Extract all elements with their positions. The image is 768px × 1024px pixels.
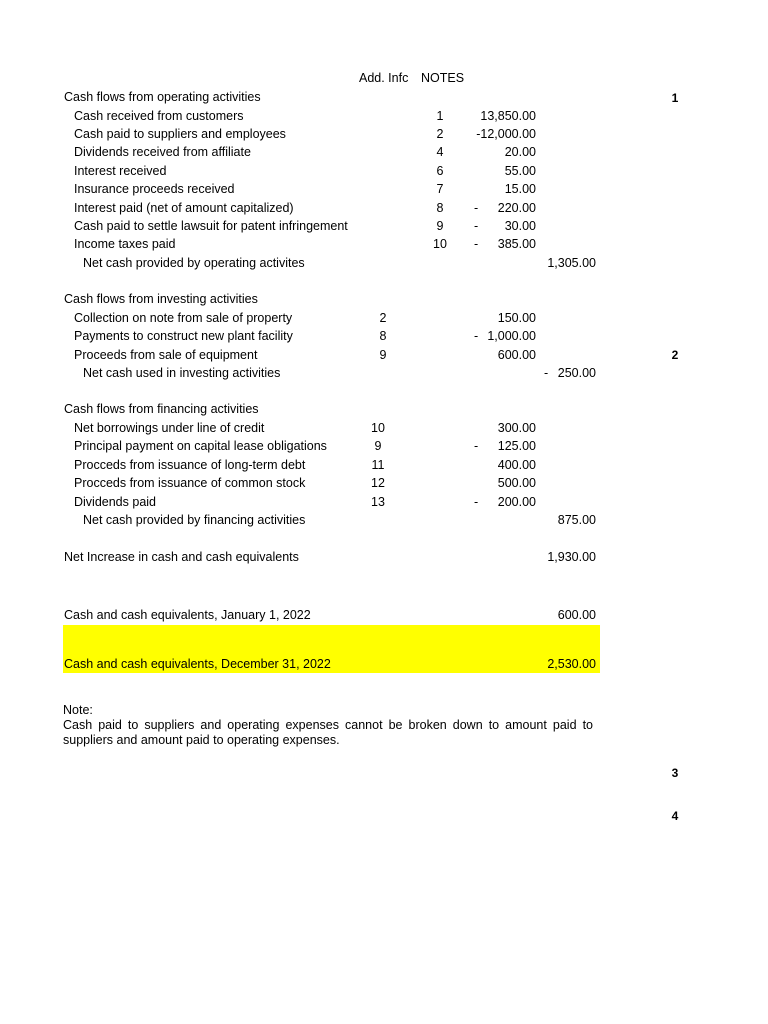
financing-row-label: Dividends paid [74, 494, 156, 509]
financing-row-label: Procceds from issuance of long-term debt [74, 457, 306, 472]
operating-row [0, 125, 768, 143]
investing-section-title: Cash flows from investing activities [64, 292, 258, 306]
cash-begin-label: Cash and cash equivalents, January 1, 2022 [64, 608, 311, 622]
operating-row-note: 7 [436, 182, 444, 197]
operating-row-sign: - [474, 237, 479, 252]
operating-row-amount: 220.00 [497, 200, 536, 215]
financing-row [0, 456, 768, 474]
investing-row-label: Collection on note from sale of property [74, 311, 293, 325]
financing-row-note: 12 [371, 476, 385, 491]
operating-row-label: Cash paid to suppliers and employees [74, 126, 286, 141]
investing-row-label: Proceeds from sale of equipment [74, 347, 258, 362]
operating-row-label: Cash paid to settle lawsuit for patent infringement [74, 218, 348, 233]
investing-row [0, 346, 768, 364]
operating-row-amount: 20.00 [504, 145, 536, 160]
page-marker-4: 4 [671, 809, 679, 823]
operating-row [0, 162, 768, 180]
financing-row-amount: 400.00 [497, 457, 536, 472]
operating-row-label: Dividends received from affiliate [74, 145, 251, 160]
add-info-header: Add. Infc [359, 71, 409, 85]
investing-row-note: 2 [379, 311, 387, 325]
operating-row-note: 4 [436, 145, 444, 160]
financing-row-amount: 300.00 [497, 421, 536, 435]
operating-row-note: 1 [436, 108, 444, 123]
net-increase-label: Net Increase in cash and cash equivalents [64, 550, 299, 564]
cash-begin-value: 600.00 [557, 608, 596, 622]
financing-row-amount: 200.00 [497, 494, 536, 509]
note-heading: Note: [63, 703, 93, 717]
investing-row-amount: 1,000.00 [487, 329, 536, 344]
investing-row [0, 309, 768, 327]
operating-row-amount: 30.00 [504, 218, 536, 233]
net-increase-value: 1,930.00 [547, 550, 596, 564]
operating-total-value: 1,305.00 [547, 256, 596, 270]
financing-section-title: Cash flows from financing activities [64, 402, 259, 416]
note-block [63, 703, 593, 748]
financing-row-note: 11 [371, 457, 385, 472]
operating-row-label: Income taxes paid [74, 237, 176, 252]
operating-row-amount: -12,000.00 [476, 126, 536, 141]
investing-row-label: Payments to construct new plant facility [74, 329, 293, 344]
operating-total-label: Net cash provided by operating activites [83, 256, 305, 270]
operating-row-sign: - [474, 200, 479, 215]
financing-row-note: 9 [374, 439, 382, 454]
operating-row-label: Interest paid (net of amount capitalized) [74, 200, 294, 215]
operating-row [0, 143, 768, 161]
operating-section-title: Cash flows from operating activities [64, 90, 261, 104]
operating-row [0, 180, 768, 198]
page-marker-3: 3 [671, 766, 679, 780]
investing-row-note: 8 [379, 329, 387, 344]
financing-row-label: Net borrowings under line of credit [74, 421, 265, 435]
financing-row [0, 419, 768, 437]
page-marker-2: 2 [671, 348, 679, 362]
cash-end-label: Cash and cash equivalents, December 31, 2022 [64, 657, 331, 671]
note-text: Cash paid to suppliers and operating expenses cannot be broken down to amount paid to suppliers and amount paid to operating expenses. [63, 718, 593, 747]
investing-row-amount: 150.00 [497, 311, 536, 325]
financing-row-label: Principal payment on capital lease obligations [74, 439, 327, 454]
financing-row-amount: 125.00 [497, 439, 536, 454]
operating-row-amount: 15.00 [504, 182, 536, 197]
financing-row-label: Procceds from issuance of common stock [74, 476, 306, 491]
investing-row-note: 9 [379, 347, 387, 362]
operating-row-note: 9 [436, 218, 444, 233]
financing-total-label: Net cash provided by financing activities [83, 513, 306, 527]
operating-row [0, 107, 768, 125]
operating-row [0, 199, 768, 217]
cash-end-value: 2,530.00 [547, 657, 596, 671]
notes-header: NOTES [421, 71, 465, 85]
investing-total-sign: - [544, 366, 549, 380]
operating-row-amount: 13,850.00 [480, 108, 536, 123]
operating-row-label: Cash received from customers [74, 108, 244, 123]
financing-row-note: 10 [371, 421, 385, 435]
operating-row-note: 10 [433, 237, 447, 252]
financing-row-amount: 500.00 [497, 476, 536, 491]
operating-row-note: 8 [436, 200, 444, 215]
operating-row-note: 6 [436, 163, 444, 178]
operating-row [0, 217, 768, 235]
financing-row-sign: - [474, 439, 479, 454]
financing-row [0, 474, 768, 492]
financing-row [0, 437, 768, 455]
financing-total-value: 875.00 [557, 513, 596, 527]
operating-row-note: 2 [436, 126, 444, 141]
operating-row-label: Interest received [74, 163, 167, 178]
investing-row-amount: 600.00 [497, 347, 536, 362]
page-marker-1: 1 [671, 91, 679, 105]
investing-total-value: 250.00 [557, 366, 596, 380]
investing-row-sign: - [474, 329, 479, 344]
operating-row-amount: 385.00 [497, 237, 536, 252]
financing-row-sign: - [474, 494, 479, 509]
operating-row-sign: - [474, 218, 479, 233]
investing-total-label: Net cash used in investing activities [83, 366, 281, 380]
investing-row [0, 327, 768, 345]
operating-row-amount: 55.00 [504, 163, 536, 178]
operating-row [0, 235, 768, 253]
operating-row-label: Insurance proceeds received [74, 182, 235, 197]
financing-row-note: 13 [371, 494, 385, 509]
financing-row [0, 493, 768, 511]
